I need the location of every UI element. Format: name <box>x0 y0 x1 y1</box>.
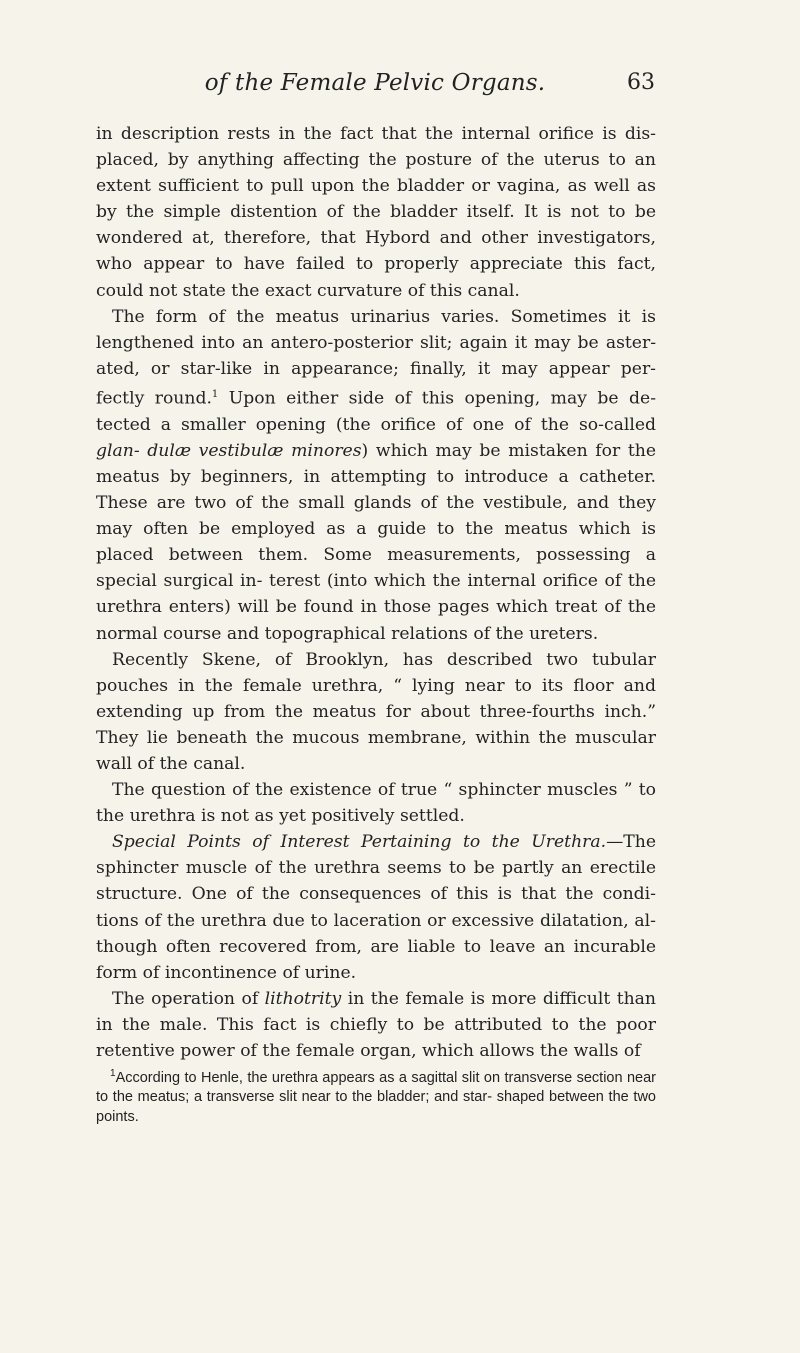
footnote-marker: 1 <box>110 1068 116 1079</box>
page-number: 63 <box>627 70 655 95</box>
text-run: Upon either side of this opening, may be de- tected a smaller opening (the orifice of one of the so-called <box>96 388 657 435</box>
paragraph <box>96 304 656 647</box>
text-run: —The sphincter muscle of the urethra seems to be partly an erectile structure. One of the consequences of this is that the condi- tions of the urethra due to laceration or excessive dilatation, al- though often recovered from, are liable to leave an incurable form of incontinence of urine. <box>96 832 656 983</box>
text-run: in the female is more difficult than in the male. This fact is chiefly to be attributed to the poor retentive power of the female organ, which allows the walls of <box>96 988 656 1062</box>
footnote-text <box>96 1064 656 1127</box>
paragraph: Recently Skene, of Brooklyn, has described two tubular pouches in the female urethra, “ lying near to its floor and extending up from the meatus for about three-fourths inch.” They lie beneath the mucous membrane, within the muscular wall of the canal. <box>96 649 656 774</box>
paragraph: in description rests in the fact that the internal orifice is dis- placed, by anything affecting the posture of the uterus to an extent sufficient to pull upon the bladder or vagina, as well as by the simple distention of the bladder itself. It is not to be wondered at, therefore, that Hybord and other investigators, who appear to have failed to properly appreciate this fact, could not state the exact curvature of this canal. <box>96 124 656 301</box>
running-head <box>95 70 655 104</box>
text-run: According to Henle, the urethra appears as a sagittal slit on transverse section near to the meatus; a transverse slit near to the bladder; and star- shaped between the two points. <box>96 1069 656 1125</box>
running-title: of the Female Pelvic Organs. <box>204 70 546 96</box>
paragraph: The question of the existence of true “ sphincter muscles ” to the urethra is not as yet positively settled. <box>96 780 656 827</box>
paragraph <box>96 829 656 986</box>
footnote <box>96 1064 656 1127</box>
text-run: The operation of <box>112 988 265 1009</box>
italic-term: lithotrity <box>264 988 342 1009</box>
paragraph <box>96 986 656 1064</box>
footnote-reference: 1 <box>211 388 219 400</box>
text-run: The form of the meatus urinarius varies. Sometimes it is lengthened into an antero-posterior slit; again it may be aster- ated, or star-like in appearance; finally, it may appear per- fectly round. <box>96 306 656 409</box>
text-run: ) which may be mistaken for the meatus by beginners, in attempting to introduce a catheter. These are two of the small glands of the vestibule, and they may often be employed as a guide to the meatus which is placed between them. Some measurements, possessing a special surgical in- terest (into which the internal orifice of the urethra enters) will be found in those pages which treat of the normal course and topographical relations of the ureters. <box>96 440 656 644</box>
body-text <box>96 121 656 1064</box>
section-heading: Special Points of Interest Pertaining to the Urethra. <box>112 832 607 853</box>
italic-term: glan- dulæ vestibulæ minores <box>96 440 362 461</box>
